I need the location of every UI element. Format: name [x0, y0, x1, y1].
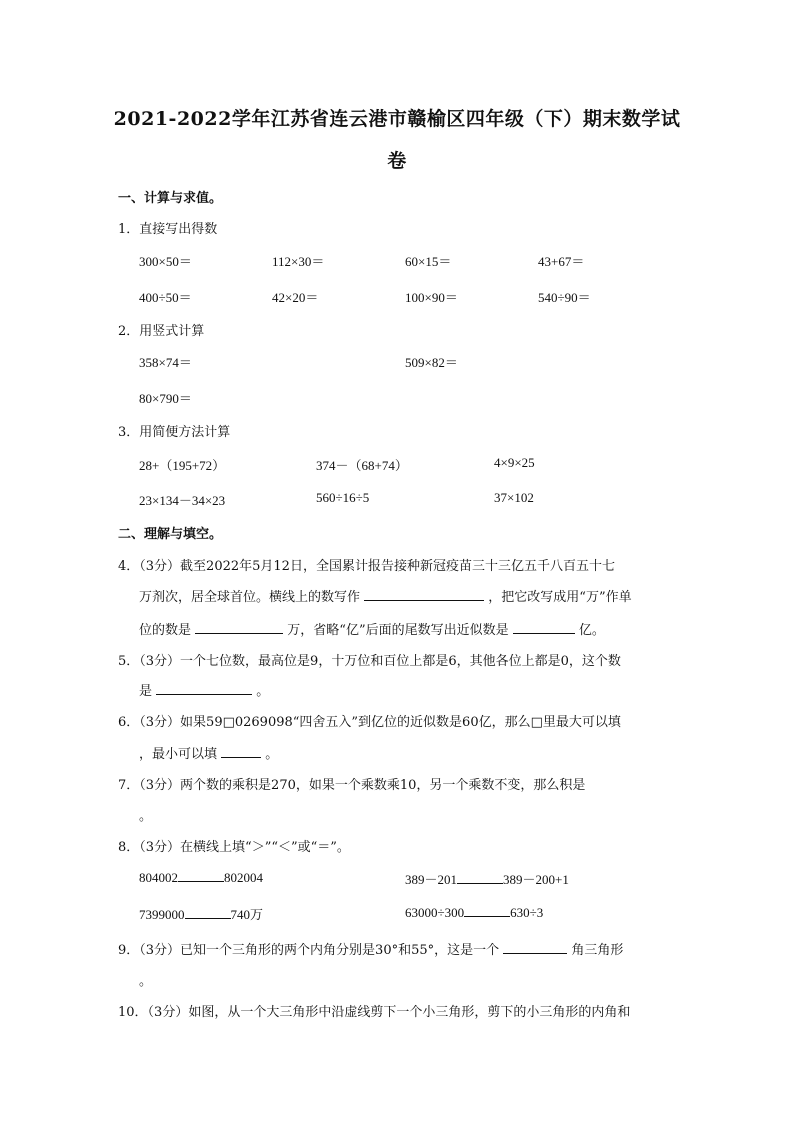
- question-9-line-1: [118, 939, 623, 958]
- question-7-line-2: 。: [139, 809, 153, 824]
- title-line-1: 2021-2022学年江苏省连云港市赣榆区四年级（下）期末数学试: [113, 108, 681, 130]
- answer-blank[interactable]: [185, 906, 231, 919]
- answer-blank[interactable]: [221, 745, 261, 758]
- q3-item: 374－（68+74）: [316, 458, 408, 473]
- q1-item: 112×30＝: [272, 254, 325, 269]
- q9-text: 9．（3分）已知一个三角形的两个内角分别是30°和55°，这是一个: [118, 943, 500, 958]
- q8-text: 740万: [230, 907, 264, 922]
- question-6-line-1: 6．（3分）如果59□0269098“四舍五入”到亿位的近似数是60亿，那么□里最大可以填: [118, 715, 621, 730]
- q3-item: 4×9×25: [494, 455, 535, 470]
- q3-item: 28+（195+72）: [139, 458, 226, 473]
- q3-item: 23×134－34×23: [139, 493, 226, 508]
- answer-blank[interactable]: [195, 621, 283, 634]
- q5-text: 。: [256, 684, 270, 699]
- q4-text: 位的数是: [139, 623, 192, 638]
- section-heading-1: 一、计算与求值。: [118, 191, 223, 206]
- q1-item: 60×15＝: [405, 254, 452, 269]
- q1-item: 400÷50＝: [139, 290, 192, 305]
- q8-text: 389－201: [405, 872, 458, 887]
- q8-text: 7399000: [139, 907, 185, 922]
- q9-text: 角三角形: [571, 943, 624, 958]
- answer-blank[interactable]: [457, 871, 503, 884]
- q8-text: 802004: [224, 870, 263, 885]
- title-line-2: 卷: [387, 150, 407, 172]
- q8-item-d: [405, 904, 543, 921]
- answer-blank[interactable]: [178, 869, 224, 882]
- q2-item: 358×74＝: [139, 355, 192, 370]
- answer-blank[interactable]: [156, 682, 252, 695]
- q6-text: 。: [265, 747, 279, 762]
- q4-text: 万，省略“亿”后面的尾数写出近似数是: [287, 623, 509, 638]
- section-heading-2: 二、理解与填空。: [118, 527, 223, 542]
- question-1-label: 1．直接写出得数: [118, 222, 218, 237]
- q1-item: 540÷90＝: [538, 290, 591, 305]
- q6-text: ，最小可以填: [139, 747, 218, 762]
- q3-item: 37×102: [494, 490, 534, 505]
- q1-item: 300×50＝: [139, 254, 192, 269]
- q8-item-a: [139, 869, 263, 886]
- q2-item: 80×790＝: [139, 391, 192, 406]
- q5-text: 是: [139, 684, 153, 699]
- q8-text: 63000÷300: [405, 905, 465, 920]
- question-9-line-2: 。: [139, 974, 153, 989]
- q8-text: 630÷3: [510, 905, 544, 920]
- question-4-line-3: [139, 619, 605, 638]
- question-7-line-1: 7．（3分）两个数的乘积是270，如果一个乘数乘10，另一个乘数不变，那么积是: [118, 778, 586, 793]
- question-5-line-1: 5．（3分）一个七位数，最高位是9，十万位和百位上都是6，其他各位上都是0，这个数: [118, 654, 621, 669]
- q8-text: 389－200+1: [503, 872, 569, 887]
- q8-item-b: [405, 869, 569, 888]
- answer-blank[interactable]: [513, 621, 575, 634]
- q2-item: 509×82＝: [405, 355, 458, 370]
- q4-text: 万剂次，居全球首位。横线上的数写作: [139, 590, 361, 605]
- q4-text: 亿。: [578, 623, 605, 638]
- answer-blank[interactable]: [503, 941, 567, 954]
- answer-blank[interactable]: [464, 904, 510, 917]
- question-4-line-1: 4．（3分）截至2022年5月12日，全国累计报告接种新冠疫苗三十三亿五千八百五十七: [118, 559, 615, 574]
- answer-blank[interactable]: [364, 588, 484, 601]
- question-8-line-1: 8．（3分）在横线上填“＞”“＜”或“＝”。: [118, 840, 350, 855]
- question-2-label: 2．用竖式计算: [118, 324, 205, 339]
- question-3-label: 3．用简便方法计算: [118, 425, 231, 440]
- q8-item-c: [139, 904, 263, 923]
- q3-item: 560÷16÷5: [316, 490, 370, 505]
- q1-item: 100×90＝: [405, 290, 458, 305]
- question-10-line-1: 10．（3分）如图，从一个大三角形中沿虚线剪下一个小三角形，剪下的小三角形的内角和: [118, 1005, 631, 1020]
- question-6-line-2: [139, 743, 278, 762]
- question-5-line-2: [139, 680, 269, 699]
- question-4-line-2: [139, 586, 632, 605]
- q1-item: 43+67＝: [538, 254, 585, 269]
- q4-text: ，把它改写成用“万”作单: [488, 590, 632, 605]
- q1-item: 42×20＝: [272, 290, 319, 305]
- q8-text: 804002: [139, 870, 178, 885]
